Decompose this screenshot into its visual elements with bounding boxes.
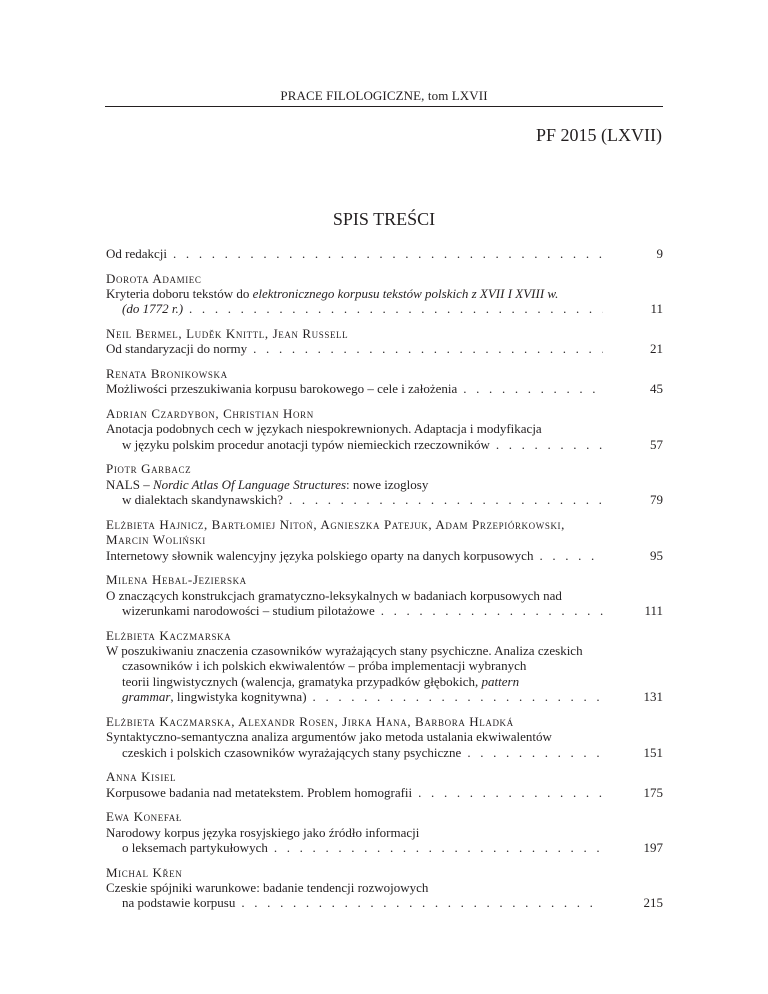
page-number: 9 [656,246,663,261]
toc-entry[interactable] [106,769,663,800]
toc-title-line: Kryteria doboru tekstów do elektronicznego korpusu tekstów polskich z XVII I XVIII w. [106,286,559,301]
toc-title-line: NALS – Nordic Atlas Of Language Structures: nowe izoglosy [106,476,429,492]
toc-entry[interactable] [106,326,663,357]
toc-authors: Neil Bermel, Luděk Knittl, Jean Russell [106,326,349,341]
dot-leader [313,689,603,704]
dot-leader [241,895,603,910]
toc-title-text: grammar, lingwistyka kognitywna) [122,689,307,705]
volume-code: PF 2015 (LXVII) [536,125,662,145]
toc-authors: Adrian Czardybon, Christian Horn [106,406,314,421]
toc-title-line [106,492,663,507]
page-number: 111 [644,603,663,619]
table-of-contents [106,246,663,920]
toc-title-line [106,381,663,396]
toc-authors: Elżbieta Kaczmarska, Alexandr Rosen, Jirka Hana, Barbora Hladká [106,713,514,729]
page-number: 57 [650,436,663,452]
toc-title-line: Narodowy korpus języka rosyjskiego jako źródło informacji [106,824,420,840]
page-number: 11 [650,301,663,317]
toc-title-line [106,745,663,760]
dot-leader [418,785,603,800]
running-head: PRACE FILOLOGICZNE, tom LXVII [105,88,663,107]
toc-title-line [106,437,663,452]
page-number: 45 [650,381,663,397]
toc-entry[interactable] [106,246,663,261]
page-number: 79 [650,492,663,508]
page-number: 175 [643,784,663,800]
toc-authors: Ewa Konefał [106,809,183,825]
toc-title-line: czasowników i ich polskich ekwiwalentów – próba implementacji wybranych [122,658,527,674]
toc-entry[interactable] [106,517,663,563]
dot-leader [539,548,603,563]
toc-authors: Piotr Garbacz [106,461,192,477]
toc-title-text: Możliwości przeszukiwania korpusu barokowego – cele i założenia [106,381,458,397]
toc-title-line: W poszukiwaniu znaczenia czasowników wyrażających stany psychiczne. Analiza czeskich [106,643,583,659]
dot-leader [381,603,603,618]
toc-title-line [106,246,663,261]
dot-leader [496,437,603,452]
dot-leader [173,246,603,261]
toc-entry[interactable] [106,461,663,507]
dot-leader [467,745,603,760]
toc-authors: Elżbieta Kaczmarska [106,627,232,643]
toc-title-text: Od standaryzacji do normy [106,341,248,357]
dot-leader [274,840,603,855]
toc-title-text: (do 1772 r.) [122,301,184,317]
toc-title-line: Syntaktyczno-semantyczna analiza argumentów jako metoda ustalania ekwiwalentów [106,729,552,745]
toc-title-line [106,895,663,910]
toc-title-line: teorii lingwistycznych (walencja, gramatyka przypadków głębokich, pattern [122,673,520,689]
toc-title-line [106,785,663,800]
dot-leader [289,492,603,507]
toc-title-text: na podstawie korpusu [122,895,236,911]
toc-entry[interactable] [106,271,663,317]
toc-authors: Renata Bronikowska [106,366,228,381]
toc-authors: Marcin Woliński [106,532,206,548]
toc-authors: Dorota Adamiec [106,270,202,286]
toc-title-line [106,840,663,855]
toc-title-text: Internetowy słownik walencyjny języka polskiego oparty na danych korpusowych [106,547,534,563]
toc-title-text: o leksemach partykułowych [122,840,268,856]
toc-entry[interactable] [106,366,663,397]
toc-entry[interactable] [106,406,663,452]
toc-title-line [106,689,663,704]
toc-entry[interactable] [106,865,663,911]
toc-authors: Milena Hebal-Jezierska [106,572,247,588]
toc-title-line [106,301,663,316]
toc-entry[interactable] [106,714,663,760]
page-number: 151 [643,744,663,760]
dot-leader [253,341,603,356]
page-number: 215 [643,895,663,911]
toc-title-line [106,341,663,356]
dot-leader [189,301,603,316]
toc-authors: Michal Křen [106,864,183,880]
toc-title-line [106,548,663,563]
page-number: 197 [643,840,663,856]
toc-title-line: Anotacja podobnych cech w językach niespokrewnionych. Adaptacja i modyfikacja [106,421,542,437]
dot-leader [463,381,603,396]
toc-title-text: wizerunkami narodowości – studium pilotażowe [122,603,375,619]
toc-title-line: O znaczących konstrukcjach gramatyczno-leksykalnych w badaniach korpusowych nad [106,587,562,603]
page-number: 21 [650,341,663,357]
toc-title-text: czeskich i polskich czasowników wyrażających stany psychiczne [122,744,462,760]
toc-entry[interactable] [106,572,663,618]
toc-title-line [106,603,663,618]
toc-authors: Anna Kisiel [106,769,177,785]
toc-title-text: Korpusowe badania nad metatekstem. Problem homografii [106,784,413,800]
toc-title-line: Czeskie spójniki warunkowe: badanie tendencji rozwojowych [106,880,429,896]
toc-title-text: w języku polskim procedur anotacji typów niemieckich rzeczowników [122,436,490,452]
toc-title-text: Od redakcji [106,246,168,261]
page-number: 95 [650,547,663,563]
page-number: 131 [643,689,663,705]
toc-authors: Elżbieta Hajnicz, Bartłomiej Nitoń, Agnieszka Patejuk, Adam Przepiórkowski, [106,516,565,532]
toc-entry[interactable] [106,809,663,855]
toc-title-text: w dialektach skandynawskich? [122,492,284,508]
toc-entry[interactable] [106,628,663,705]
toc-title: SPIS TREŚCI [332,209,436,229]
